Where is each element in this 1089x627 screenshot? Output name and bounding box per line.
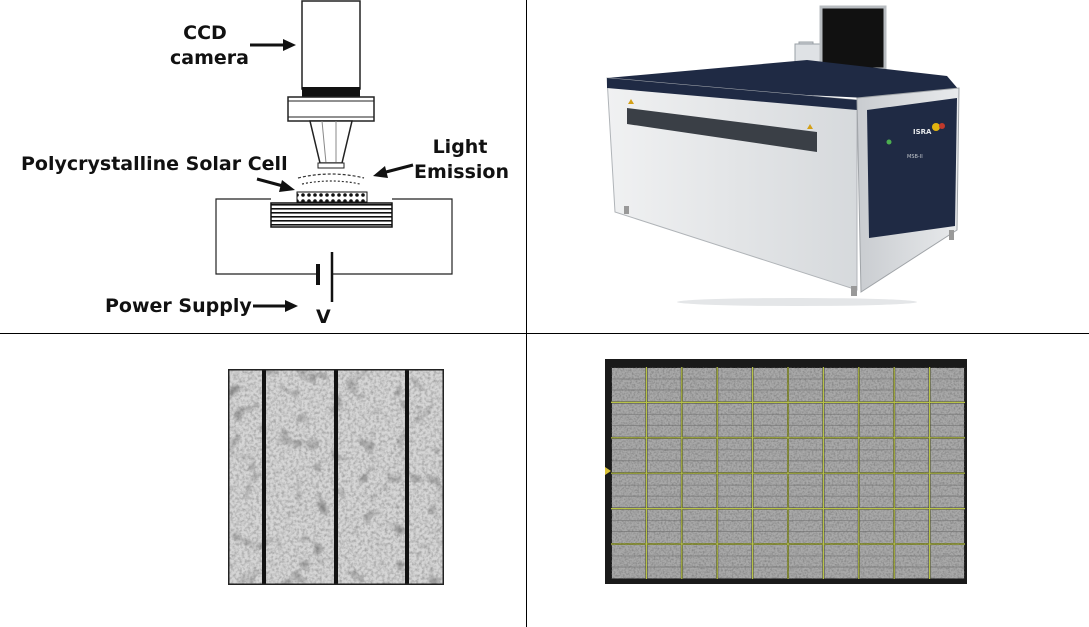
light-emission-marks [298, 174, 364, 178]
emission-arrow [386, 165, 413, 172]
status-light-icon [887, 140, 892, 145]
busbar [334, 369, 338, 585]
machine-model: MSB-II [907, 154, 923, 160]
machine-foot [624, 206, 629, 214]
busbar [405, 369, 409, 585]
machine-brand: ISRA [913, 128, 932, 136]
horizontal-divider [0, 333, 1089, 334]
voltage-symbol: V [316, 306, 331, 328]
camera-label-line2: camera [170, 47, 249, 69]
camera-label [170, 21, 249, 71]
el-image-pv-module [605, 359, 967, 584]
cell-label: Polycrystalline Solar Cell [21, 153, 288, 175]
edge-marker [605, 467, 611, 475]
stage [271, 203, 392, 227]
el-inspection-machine [527, 0, 1089, 333]
machine-side [607, 78, 857, 290]
busbar [262, 369, 266, 585]
power-supply-label: Power Supply [105, 295, 252, 317]
cell-arrow [257, 179, 283, 186]
solar-cell [297, 192, 367, 202]
stop-button-icon [939, 123, 945, 129]
lens-cone [310, 121, 352, 163]
power-button-icon [932, 123, 940, 131]
el-image-solar-cell [228, 369, 444, 585]
emission-label-line1: Light [432, 136, 488, 158]
camera-band [302, 87, 360, 97]
monitor [821, 7, 885, 69]
camera-body [302, 1, 360, 89]
emission-label [414, 135, 509, 185]
emission-label-line2: Emission [414, 161, 509, 183]
camera-label-line1: CCD [183, 22, 227, 44]
